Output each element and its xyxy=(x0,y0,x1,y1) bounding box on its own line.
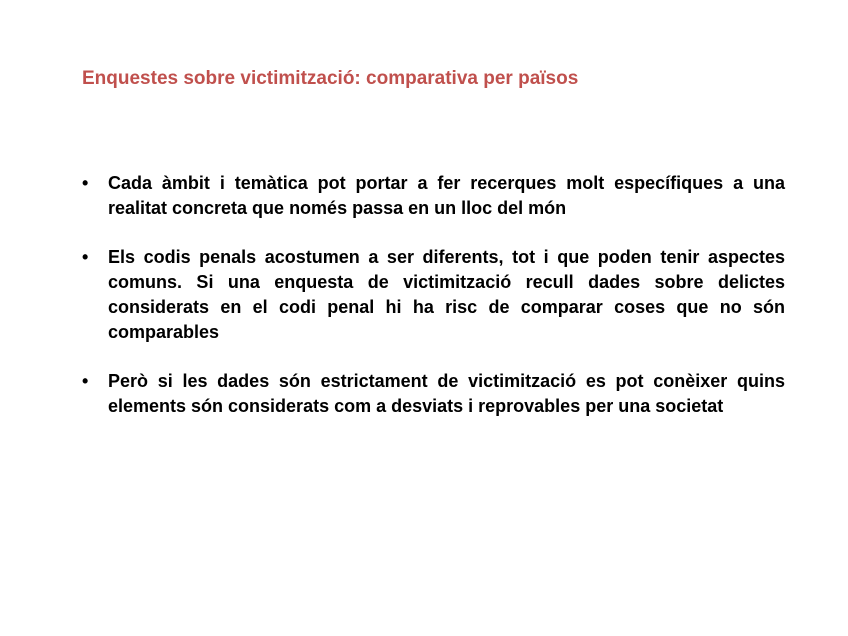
bullet-item xyxy=(82,245,785,345)
bullet-text: Cada àmbit i temàtica pot portar a fer recerques molt específiques a una realitat concreta que només passa en un lloc del món xyxy=(108,173,785,218)
bullet-list xyxy=(82,171,785,443)
bullet-dot-icon: • xyxy=(82,371,89,391)
bullet-item xyxy=(82,369,785,419)
bullet-text: Però si les dades són estrictament de victimització es pot conèixer quins elements són considerats com a desviats i reprovables per una societat xyxy=(108,371,785,416)
bullet-dot-icon: • xyxy=(82,247,89,267)
bullet-dot-icon: • xyxy=(82,173,89,193)
bullet-item xyxy=(82,171,785,221)
bullet-text: Els codis penals acostumen a ser diferents, tot i que poden tenir aspectes comuns. Si una enquesta de victimització recull dades sobre delictes considerats en el codi penal hi ha risc de comparar coses que no són comparables xyxy=(108,247,785,342)
slide-title: Enquestes sobre victimització: comparativa per països xyxy=(82,68,579,89)
